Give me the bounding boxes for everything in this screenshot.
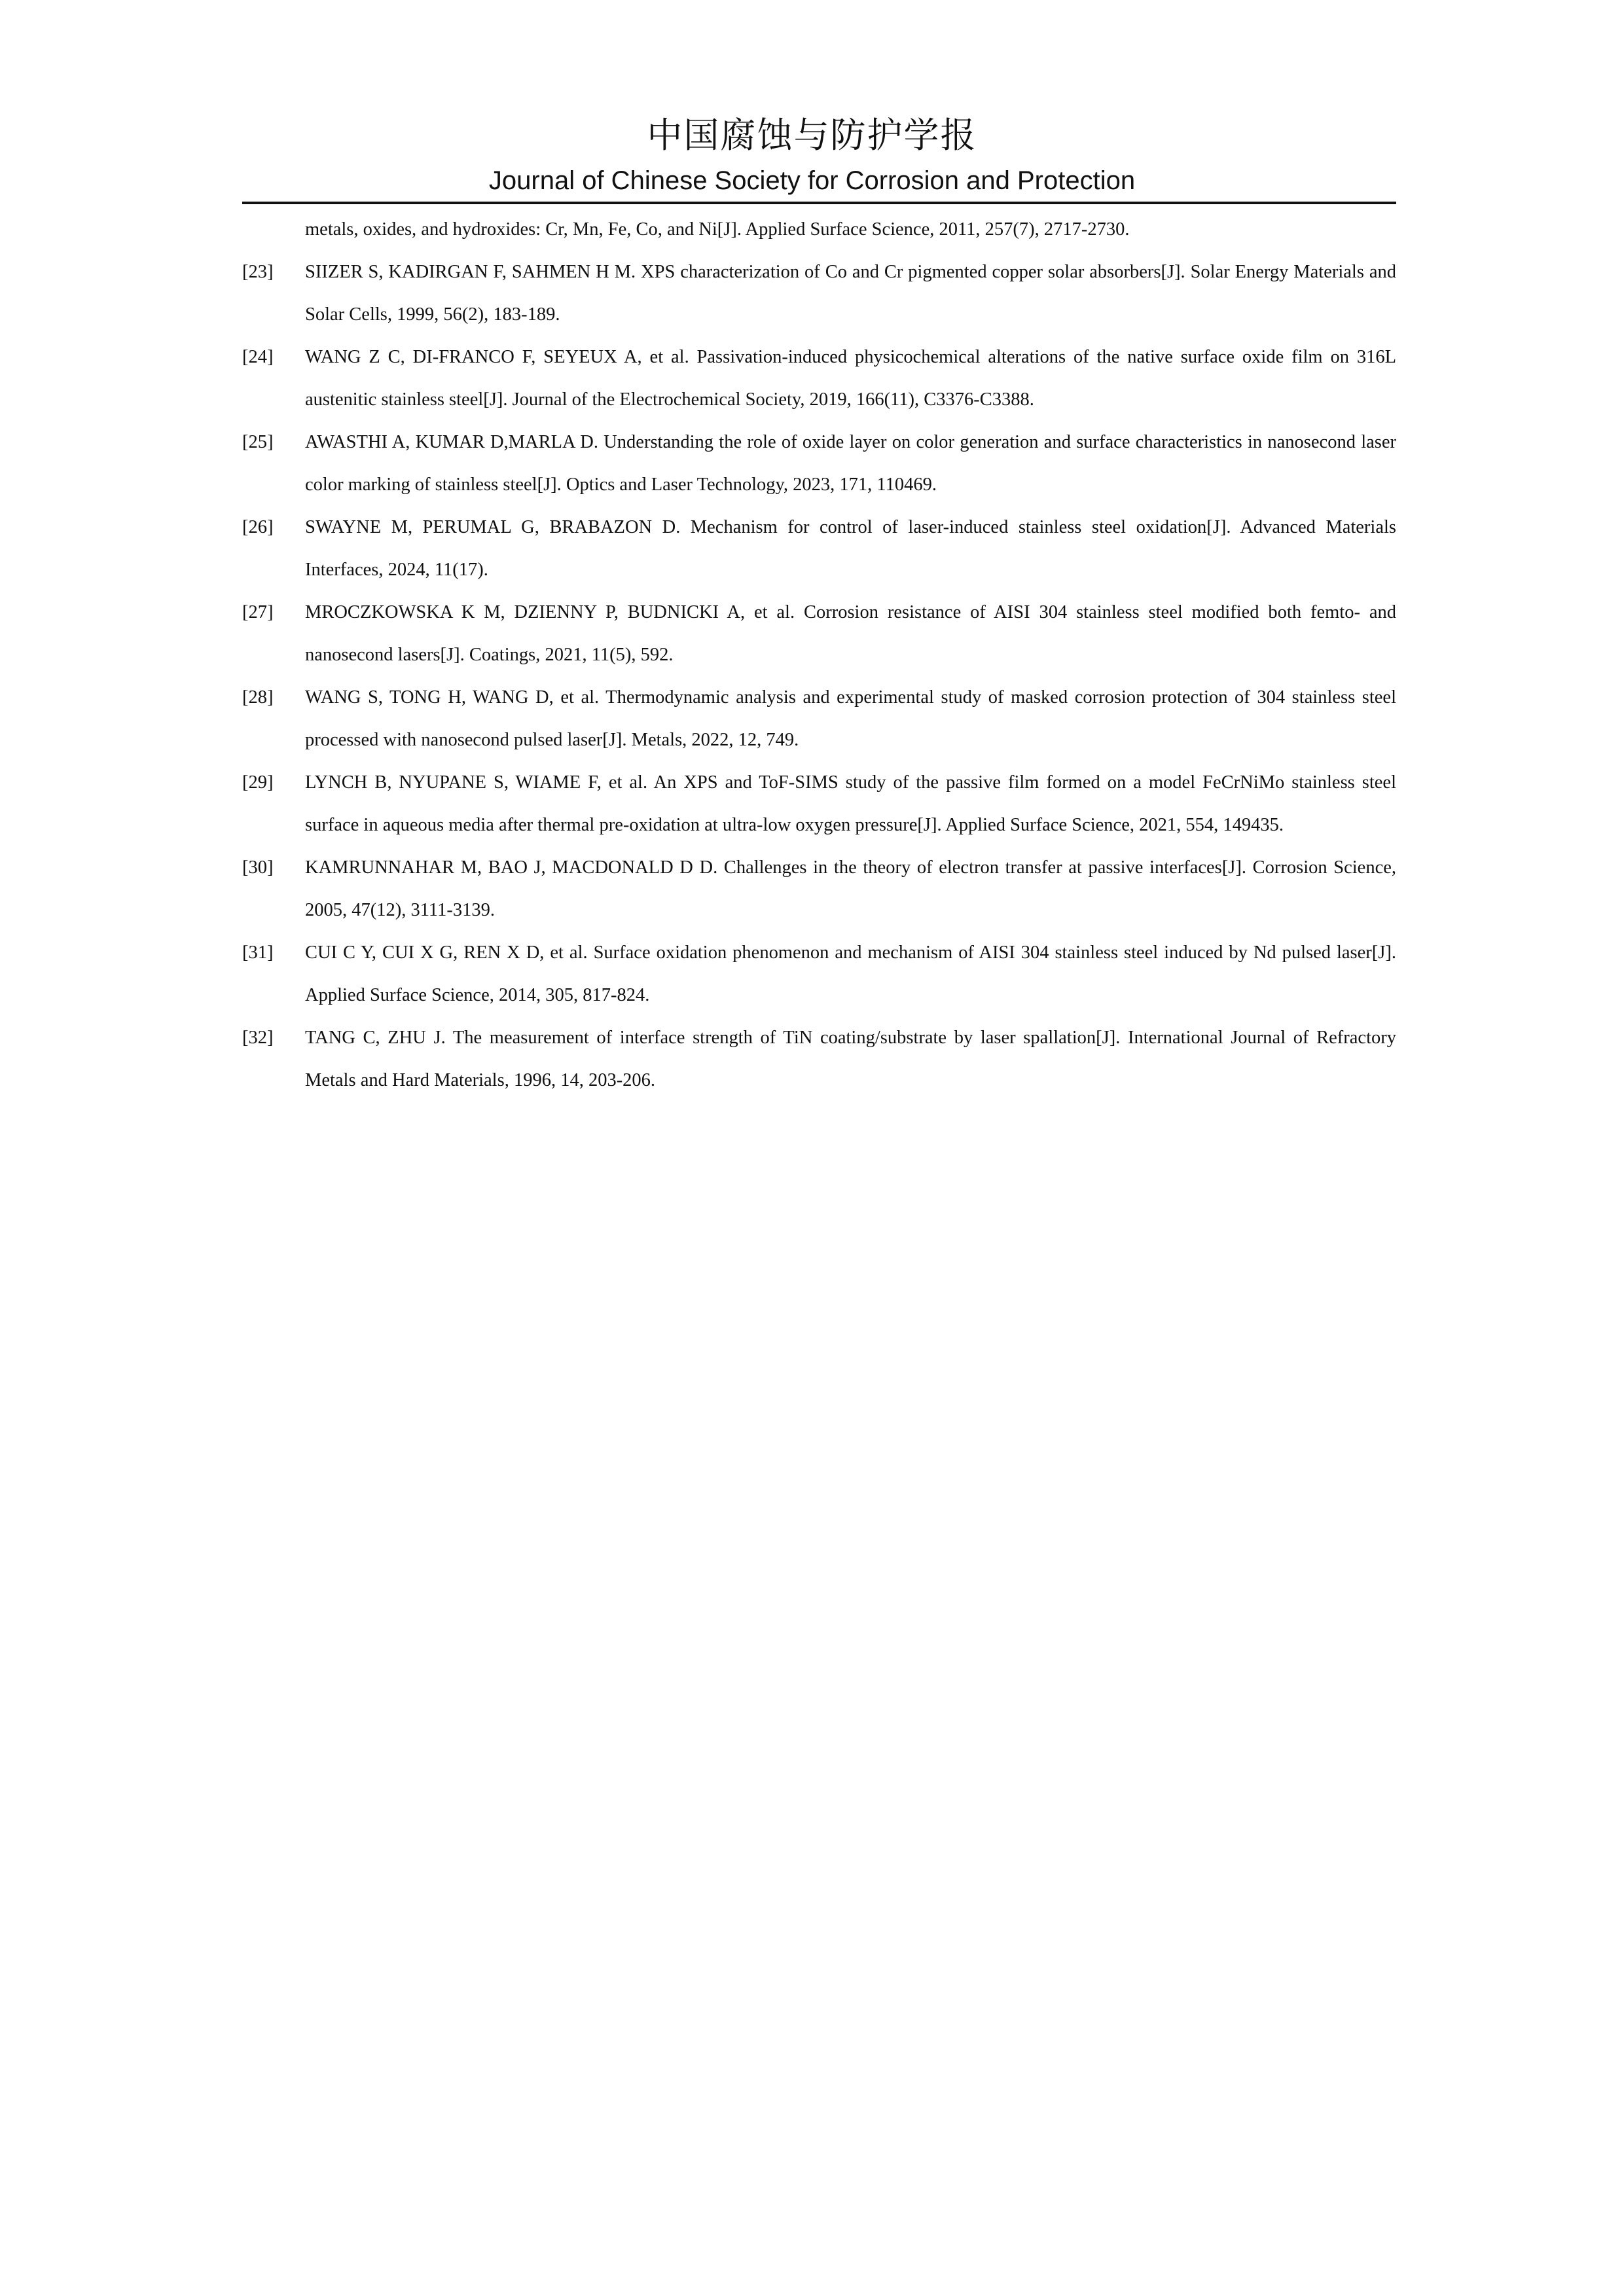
reference-number: [30] [242, 857, 274, 878]
reference-text: SWAYNE M, PERUMAL G, BRABAZON D. Mechanism for control of laser-induced stainless steel oxidation[J]. Advanced Materials Interfaces, 2024, 11(17). [305, 517, 1396, 580]
reference-text: WANG S, TONG H, WANG D, et al. Thermodynamic analysis and experimental study of masked corrosion protection of 304 stainless steel processed with nanosecond pulsed laser[J]. Metals, 2022, 12, 749. [305, 687, 1396, 750]
reference-text: CUI C Y, CUI X G, REN X D, et al. Surface oxidation phenomenon and mechanism of AISI 304 stainless steel induced by Nd pulsed laser[J]. Applied Surface Science, 2014, 305, 817-824. [305, 942, 1396, 1005]
reference-item-24 [242, 336, 1396, 421]
reference-text: SIIZER S, KADIRGAN F, SAHMEN H M. XPS characterization of Co and Cr pigmented copper solar absorbers[J]. Solar Energy Materials and Solar Cells, 1999, 56(2), 183-189. [305, 262, 1396, 325]
reference-text: KAMRUNNAHAR M, BAO J, MACDONALD D D. Challenges in the theory of electron transfer at passive interfaces[J]. Corrosion Science, 2005, 47(12), 3111-3139. [305, 857, 1396, 920]
reference-text: TANG C, ZHU J. The measurement of interface strength of TiN coating/substrate by laser spallation[J]. International Journal of Refractory Metals and Hard Materials, 1996, 14, 203-206. [305, 1028, 1396, 1090]
reference-item-31 [242, 931, 1396, 1016]
reference-item-25 [242, 421, 1396, 506]
header-divider [242, 202, 1396, 204]
reference-number: [31] [242, 942, 274, 963]
reference-text: MROCZKOWSKA K M, DZIENNY P, BUDNICKI A, et al. Corrosion resistance of AISI 304 stainless steel modified both femto- and nanosecond lasers[J]. Coatings, 2021, 11(5), 592. [305, 602, 1396, 665]
reference-number: [28] [242, 687, 274, 708]
reference-item-30 [242, 846, 1396, 931]
reference-item-26 [242, 506, 1396, 591]
reference-number: [27] [242, 602, 274, 622]
reference-item-27 [242, 591, 1396, 676]
reference-item-23 [242, 251, 1396, 336]
reference-number: [23] [242, 262, 274, 282]
journal-title-chinese: 中国腐蚀与防护学报 [647, 115, 977, 156]
reference-text: LYNCH B, NYUPANE S, WIAME F, et al. An XPS and ToF-SIMS study of the passive film formed on a model FeCrNiMo stainless steel surface in aqueous media after thermal pre-oxidation at ultra-low oxygen pressure[J]. Applied Surface Science, 2021, 554, 149435. [305, 772, 1396, 835]
reference-number: [24] [242, 347, 274, 367]
reference-item-29 [242, 761, 1396, 846]
reference-number: [32] [242, 1028, 274, 1048]
reference-item-32 [242, 1016, 1396, 1102]
reference-number: [25] [242, 432, 274, 452]
reference-number: [26] [242, 517, 274, 537]
reference-continuation: metals, oxides, and hydroxides: Cr, Mn, Fe, Co, and Ni[J]. Applied Surface Science, 2011, 257(7), 2717-2730. [305, 219, 1130, 240]
reference-number: [29] [242, 772, 274, 793]
reference-text: WANG Z C, DI-FRANCO F, SEYEUX A, et al. Passivation-induced physicochemical alterations of the native surface oxide film on 316L austenitic stainless steel[J]. Journal of the Electrochemical Society, 2019, 166(11), C3376-C3388. [305, 347, 1396, 410]
reference-item-28 [242, 676, 1396, 761]
reference-text: AWASTHI A, KUMAR D,MARLA D. Understanding the role of oxide layer on color generation and surface characteristics in nanosecond laser color marking of stainless steel[J]. Optics and Laser Technology, 2023, 171, 110469. [305, 432, 1396, 495]
journal-title-english: Journal of Chinese Society for Corrosion and Protection [488, 166, 1136, 195]
reference-list [242, 208, 1396, 1102]
